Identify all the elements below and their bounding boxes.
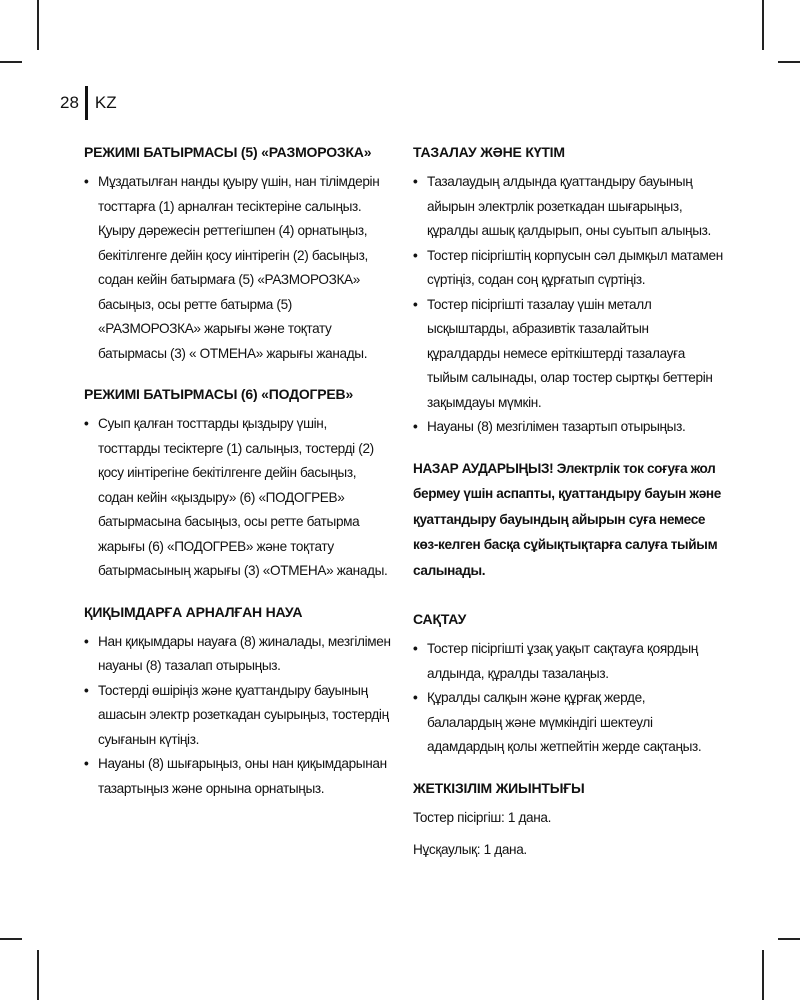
bullet-list: [413, 637, 723, 760]
bullet-list: [84, 170, 392, 366]
section-defrost: [84, 140, 392, 366]
bullet-icon: •: [84, 756, 89, 771]
list-item: [413, 244, 723, 293]
section-package-contents: [413, 776, 723, 863]
bullet-icon: •: [413, 419, 418, 434]
page-number: 28: [60, 93, 79, 112]
list-item-text: Тостер пісіргішті тазалау үшін металл ысқыштарды, абразивтік тазалайтын құралдарды немесе еріткіштерді тазалауға тыйым салынады, олар тостер сыртқы беттерін зақымдауы мүмкін.: [427, 296, 713, 410]
list-item: [413, 637, 723, 686]
list-item: [84, 630, 392, 679]
bullet-icon: •: [413, 641, 418, 656]
list-item-text: Тостер пісіргіштің корпусын сәл дымқыл матамен сүртіңіз, содан соң құрғатып сүртіңіз.: [427, 247, 723, 287]
list-item: [84, 412, 392, 584]
right-column: [413, 140, 723, 871]
list-item-text: Мұздатылған нанды қуыру үшін, нан тілімдерін тосттарға (1) арналған тесіктеріне салыңыз. Қуыру дәрежесін реттегішпен (4) орнатыңыз, бекітілгенге дейін қосу иінтірегін (2) басыңыз, содан кейін батырмаға (5) «РАЗМОРОЗКА» басыңыз, осы ретте батырма (5) «РАЗМОРОЗКА» жарығы және тоқтату батырмасы (3) « ОТМЕНА» жарығы жанады.: [98, 174, 380, 361]
crop-mark: [0, 938, 22, 940]
list-item-text: Нан қиқымдары науаға (8) жиналады, мезгілімен науаны (8) тазалап отырыңыз.: [98, 633, 391, 673]
list-item: [413, 686, 723, 760]
list-item: [413, 170, 723, 244]
warning-notice: НАЗАР АУДАРЫҢЫЗ! Электрлік ток соғуға жол бермеу үшін аспапты, қуаттандыру бауын және қуаттандыру бауындың айырын суға немесе көз-келген басқа сұйықтықтарға салуға тыйым салынады.: [413, 460, 721, 578]
section-title: ЖЕТКІЗІЛІМ ЖИЫНТЫҒЫ: [413, 779, 585, 796]
section-title: ТАЗАЛАУ ЖӘНЕ КҮТІМ: [413, 144, 565, 160]
crop-mark: [778, 61, 800, 63]
list-item-text: Тостер пісіргішті ұзақ уақыт сақтауға қоярдың алдында, құралды тазалаңыз.: [427, 641, 698, 681]
list-item-text: Тостерді өшіріңіз және қуаттандыру бауының ашасын электр розеткадан суырыңыз, тостердің суығанын күтіңіз.: [98, 682, 389, 747]
list-item-text: Науаны (8) шығарыңыз, оны нан қиқымдарынан тазартыңыз және орнына орнатыңыз.: [98, 756, 387, 796]
bullet-icon: •: [84, 682, 89, 698]
section-reheat: [84, 382, 392, 584]
header-divider: [85, 86, 88, 120]
section-crumb-tray: [84, 600, 392, 802]
left-column: [84, 140, 392, 817]
language-code: KZ: [94, 93, 117, 112]
bullet-icon: •: [84, 633, 89, 649]
crop-mark: [762, 0, 764, 50]
list-item: [413, 415, 723, 440]
page-header: [60, 86, 117, 120]
list-item-text: Тазалаудың алдында қуаттандыру бауының айырын электрлік розеткадан шығарыңыз, құралды ашық қалдырып, оны суытып алыңыз.: [427, 174, 711, 238]
crop-mark: [0, 61, 22, 63]
package-line: Нұсқаулық: 1 дана.: [413, 842, 527, 857]
crop-mark: [762, 950, 764, 1000]
bullet-list: [413, 170, 723, 440]
bullet-icon: •: [413, 247, 418, 263]
bullet-list: [84, 412, 392, 584]
bullet-icon: •: [84, 416, 89, 431]
list-item-text: Суып қалған тосттарды қыздыру үшін, тосттарды тесіктерге (1) салыңыз, тостерді (2) қосу иінтірегіне бекітілгенге дейін басыңыз, содан кейін «қыздыру» (6) «ПОДОГРЕВ» батырмасына басыңыз, осы ретте батырма жарығы (6) «ПОДОГРЕВ» және тоқтату батырмасының жарығы (3) «ОТМЕНА» жанады.: [98, 416, 388, 578]
package-line: Тостер пісіргіш: 1 дана.: [413, 809, 552, 825]
section-title: РЕЖИМІ БАТЫРМАСЫ (6) «ПОДОГРЕВ»: [84, 386, 354, 402]
section-cleaning: [413, 140, 723, 440]
list-item-text: Науаны (8) мезгілімен тазартып отырыңыз.: [427, 419, 686, 434]
crop-mark: [37, 0, 39, 50]
list-item: [84, 679, 392, 753]
bullet-icon: •: [413, 690, 418, 705]
list-item: [84, 752, 392, 801]
crop-mark: [778, 938, 800, 940]
bullet-icon: •: [413, 174, 418, 189]
list-item: [413, 293, 723, 416]
bullet-icon: •: [413, 296, 418, 312]
list-item-text: Құралды салқын және құрғақ жерде, балалардың және мүмкіндігі шектеулі адамдардың қолы жетпейтін жерде сақтаңыз.: [427, 690, 702, 754]
crop-mark: [37, 950, 39, 1000]
section-title: ҚИҚЫМДАРҒА АРНАЛҒАН НАУА: [84, 603, 303, 620]
section-title: РЕЖИМІ БАТЫРМАСЫ (5) «РАЗМОРОЗКА»: [84, 144, 372, 160]
bullet-list: [84, 630, 392, 802]
section-title: САҚТАУ: [413, 611, 467, 627]
bullet-icon: •: [84, 174, 89, 189]
section-storage: [413, 607, 723, 760]
list-item: [84, 170, 392, 366]
